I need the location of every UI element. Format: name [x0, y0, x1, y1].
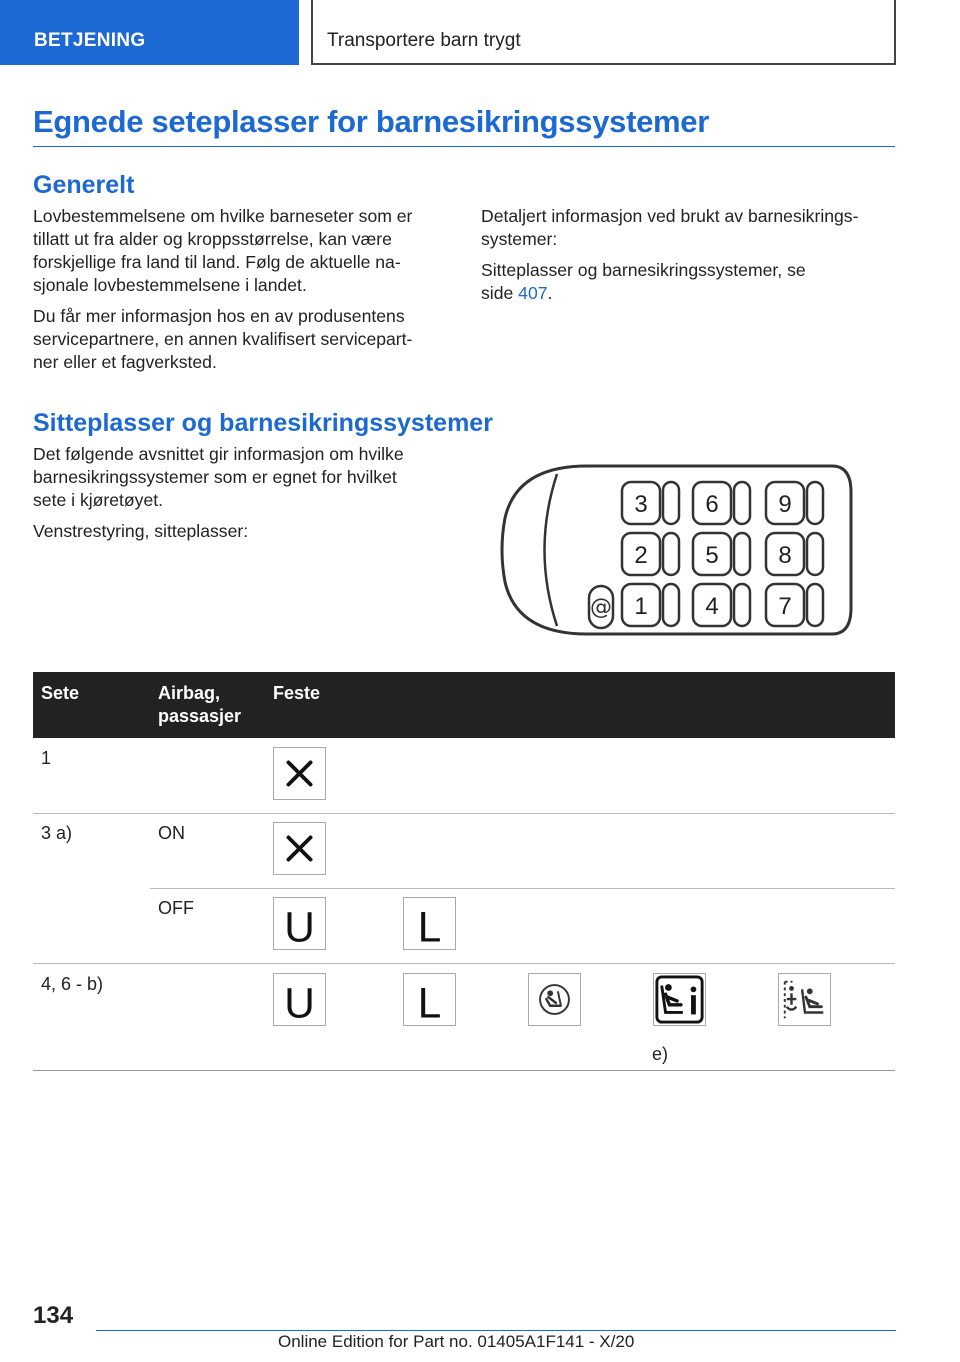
seats-heading: Sitteplasser og barnesikringssystemer — [33, 409, 493, 437]
text-line: forskjellige fra land til land. Følg de aktuelle na- — [33, 252, 401, 272]
general-right-column — [481, 205, 896, 305]
svg-text:@: @ — [590, 595, 612, 620]
text-line: Lovbestemmelsene om hvilke barneseter som er — [33, 206, 413, 226]
text-line — [481, 282, 896, 305]
page-reference-link[interactable]: 407 — [518, 283, 548, 303]
seat-1 — [622, 584, 679, 626]
seat-number: 9 — [778, 491, 792, 518]
cell-airbag: OFF — [158, 898, 194, 918]
footer-edition: Online Edition for Part no. 01405A1F141 - X/20 — [278, 1332, 635, 1351]
semi-universal-l-icon — [403, 973, 456, 1026]
seat-2 — [622, 533, 679, 575]
seat-9 — [766, 482, 823, 524]
text-line: tillatt ut fra alder og kroppsstørrelse, kan være — [33, 229, 392, 249]
cell-seat: 4, 6 - b) — [41, 974, 104, 994]
footnote-label: e) — [652, 1044, 669, 1064]
text-line: barnesikringssystemer som er egnet for hvilket — [33, 467, 397, 487]
page-title: Egnede seteplasser for barnesikringssystemer — [33, 104, 710, 139]
header-mount: Feste — [273, 683, 321, 703]
seat-5 — [693, 533, 750, 575]
general-heading: Generelt — [33, 171, 135, 199]
text-line: sjonale lovbestemmelsene i landet. — [33, 275, 307, 295]
text-line: systemer: — [481, 229, 558, 249]
row-divider — [150, 888, 895, 889]
seat-8 — [766, 533, 823, 575]
text-line: Detaljert informasjon ved brukt av barnesikrings- — [481, 206, 859, 226]
seat-3 — [622, 482, 679, 524]
seat-grid — [622, 482, 823, 626]
cell-airbag: ON — [158, 823, 185, 843]
cell-seat: 1 — [41, 748, 52, 768]
header-airbag — [158, 682, 241, 728]
icon-letter: L — [417, 979, 442, 1025]
table-bottom-rule — [33, 1070, 895, 1071]
i-size-seat-icon — [653, 973, 706, 1026]
title-divider — [33, 146, 895, 147]
text-line: servicepartnere, en annen kvalifisert servicepart- — [33, 329, 413, 349]
cell-seat: 3 a) — [41, 823, 73, 843]
text-span: side — [481, 283, 519, 303]
seat-number: 7 — [778, 593, 792, 620]
cross-icon — [273, 822, 326, 875]
text-line: ner eller et fagverksted. — [33, 352, 217, 372]
text-line: Det følgende avsnittet gir informasjon om hvilke — [33, 444, 404, 464]
seat-number: 6 — [705, 491, 719, 518]
seat-number: 1 — [634, 593, 648, 620]
header-seat: Sete — [41, 683, 80, 703]
text-span: . — [547, 283, 553, 303]
icon-letter: U — [284, 903, 315, 949]
row-divider — [33, 813, 895, 814]
text-line: Du får mer informasjon hos en av produsentens — [33, 306, 405, 326]
cross-icon — [273, 747, 326, 800]
icon-letter: U — [284, 979, 315, 1025]
header-airbag-line2: passasjer — [158, 706, 242, 726]
text-line: sete i kjøretøyet. — [33, 490, 164, 510]
seats-intro — [33, 443, 473, 543]
seat-7 — [766, 584, 823, 626]
general-left-column — [33, 205, 463, 374]
i-size-booster-icon — [778, 973, 831, 1026]
semi-universal-l-icon — [403, 897, 456, 950]
seat-number: 2 — [634, 542, 648, 569]
seat-number: 3 — [634, 491, 648, 518]
seat-number: 8 — [778, 542, 792, 569]
table-header — [33, 672, 895, 738]
seat-6 — [693, 482, 750, 524]
chapter-tab — [311, 0, 896, 65]
universal-u-icon — [273, 973, 326, 1026]
section-tab — [0, 0, 299, 65]
isofix-seat-icon — [528, 973, 581, 1026]
text-line: Venstrestyring, sitteplasser: — [33, 521, 249, 541]
seat-4 — [693, 584, 750, 626]
header-airbag-line1: Airbag, — [158, 683, 221, 703]
seat-number: 5 — [705, 542, 719, 569]
universal-u-icon — [273, 897, 326, 950]
row-divider — [33, 963, 895, 964]
footer-rule — [96, 1330, 896, 1331]
seat-layout-diagram — [497, 462, 857, 638]
page-number: 134 — [33, 1302, 74, 1329]
section-title: BETJENING — [34, 30, 146, 51]
chapter-title: Transportere barn trygt — [327, 30, 521, 51]
seat-number: 4 — [705, 593, 719, 620]
text-line: Sitteplasser og barnesikringssystemer, se — [481, 260, 806, 280]
icon-letter: L — [417, 903, 442, 949]
